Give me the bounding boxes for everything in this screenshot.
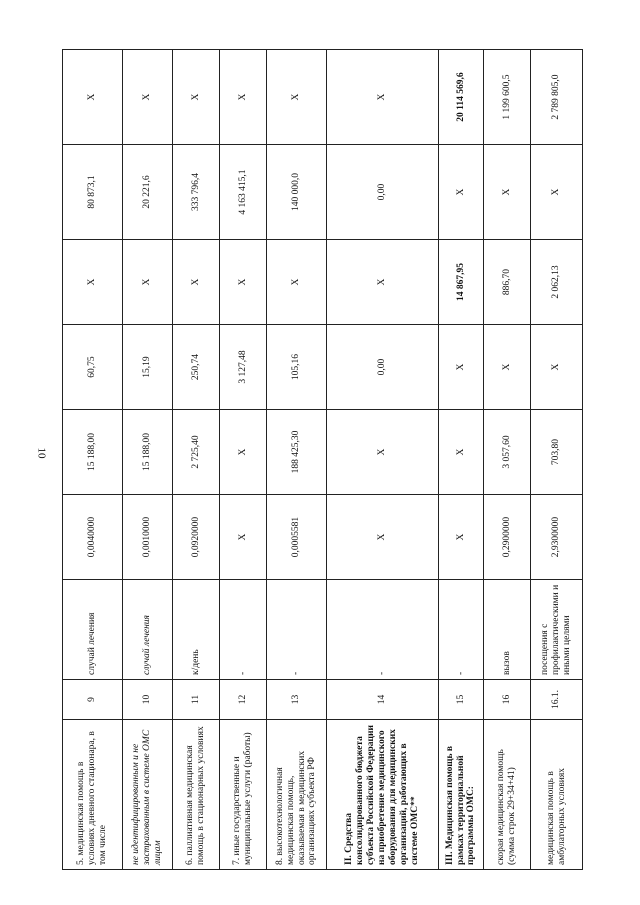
row-number: 16 [484, 680, 531, 720]
row-sum-oms: 2 789 805,0 [531, 50, 583, 145]
row-unit: - [220, 580, 267, 680]
row-unit: вызов [484, 580, 531, 680]
row-sum-oms: X [220, 50, 267, 145]
row-value-budget: 60,75 [63, 325, 123, 410]
row-name: III. Медицинская помощь в рамках территориальной программы ОМС: [439, 720, 484, 870]
row-sum-oms: 1 199 600,5 [484, 50, 531, 145]
row-value-budget: 3 127,48 [220, 325, 267, 410]
row-cost: 15 188,00 [123, 410, 173, 495]
table-row [63, 50, 123, 870]
row-norm: 0,0005581 [267, 495, 327, 580]
row-number: 13 [267, 680, 327, 720]
row-value-budget: X [484, 325, 531, 410]
row-sum-oms: X [173, 50, 220, 145]
row-cost: 703,80 [531, 410, 583, 495]
row-name: 6. паллиативная медицинская помощь в стационарных условиях [173, 720, 220, 870]
row-value-budget: 0,00 [327, 325, 439, 410]
row-cost: X [439, 410, 484, 495]
row-sum-oms: 20 114 569,6 [439, 50, 484, 145]
row-sum-budget: 4 163 415,1 [220, 145, 267, 240]
table-row [531, 50, 583, 870]
row-name: скорая медицинская помощь (сумма строк 29+34+41) [484, 720, 531, 870]
row-norm: 2,9300000 [531, 495, 583, 580]
row-unit: случай лечения [123, 580, 173, 680]
row-sum-oms: X [327, 50, 439, 145]
row-cost: 2 725,40 [173, 410, 220, 495]
row-value-oms: X [267, 240, 327, 325]
row-value-budget: X [439, 325, 484, 410]
row-norm: X [327, 495, 439, 580]
row-unit: посещения с профилактическими и иными целями [531, 580, 583, 680]
row-sum-oms: X [267, 50, 327, 145]
table-row [267, 50, 327, 870]
row-number: 16.1. [531, 680, 583, 720]
row-number: 15 [439, 680, 484, 720]
row-value-budget: 105,16 [267, 325, 327, 410]
table-row [327, 50, 439, 870]
row-value-oms: X [327, 240, 439, 325]
row-unit: к/день [173, 580, 220, 680]
row-unit: - [267, 580, 327, 680]
row-sum-budget: 0,00 [327, 145, 439, 240]
financing-table [62, 49, 583, 870]
row-sum-budget: 140 000,0 [267, 145, 327, 240]
table-row [220, 50, 267, 870]
rotated-table-container [62, 50, 582, 870]
row-value-oms: 886,70 [484, 240, 531, 325]
row-number: 14 [327, 680, 439, 720]
row-sum-budget: 80 873,1 [63, 145, 123, 240]
table-row [484, 50, 531, 870]
row-name: II. Средства консолидированного бюджета субъекта Российской Федерации на приобретение медицинского оборудования для медицинских организаций, работающих в системе ОМС** [327, 720, 439, 870]
row-sum-budget: X [439, 145, 484, 240]
row-sum-oms: X [63, 50, 123, 145]
row-norm: X [439, 495, 484, 580]
table-row [123, 50, 173, 870]
row-name: 8. высокотехнологичная медицинская помощь, оказываемая в медицинских организациях субъекта РФ [267, 720, 327, 870]
row-value-oms: X [63, 240, 123, 325]
row-norm: 0,0920000 [173, 495, 220, 580]
row-unit: - [327, 580, 439, 680]
row-norm: X [220, 495, 267, 580]
row-sum-budget: 20 221,6 [123, 145, 173, 240]
row-cost: 15 188,00 [63, 410, 123, 495]
row-sum-budget: X [531, 145, 583, 240]
row-value-budget: 250,74 [173, 325, 220, 410]
row-value-oms: X [173, 240, 220, 325]
row-norm: 0,0010000 [123, 495, 173, 580]
row-number: 11 [173, 680, 220, 720]
row-sum-budget: 333 796,4 [173, 145, 220, 240]
row-unit: случай лечения [63, 580, 123, 680]
row-number: 10 [123, 680, 173, 720]
row-value-budget: 15,19 [123, 325, 173, 410]
row-value-oms: 14 867,95 [439, 240, 484, 325]
table-row [173, 50, 220, 870]
row-value-oms: X [123, 240, 173, 325]
row-name: медицинская помощь в амбулаторных условиях [531, 720, 583, 870]
table-row [439, 50, 484, 870]
row-cost: X [327, 410, 439, 495]
row-cost: 188 425,30 [267, 410, 327, 495]
row-value-oms: X [220, 240, 267, 325]
row-cost: X [220, 410, 267, 495]
row-value-budget: X [531, 325, 583, 410]
row-norm: 0,2900000 [484, 495, 531, 580]
row-norm: 0,0040000 [63, 495, 123, 580]
row-sum-oms: X [123, 50, 173, 145]
page-number: 10 [35, 447, 48, 459]
row-sum-budget: X [484, 145, 531, 240]
row-cost: 3 057,60 [484, 410, 531, 495]
row-unit: - [439, 580, 484, 680]
row-number: 9 [63, 680, 123, 720]
row-name: не идентифицированным и не застрахованным в системе ОМС лицам [123, 720, 173, 870]
row-name: 7. иные государственные и муниципальные услуги (работы) [220, 720, 267, 870]
row-name: 5. медицинская помощь в условиях дневного стационара, в том числе [63, 720, 123, 870]
row-number: 12 [220, 680, 267, 720]
row-value-oms: 2 062,13 [531, 240, 583, 325]
